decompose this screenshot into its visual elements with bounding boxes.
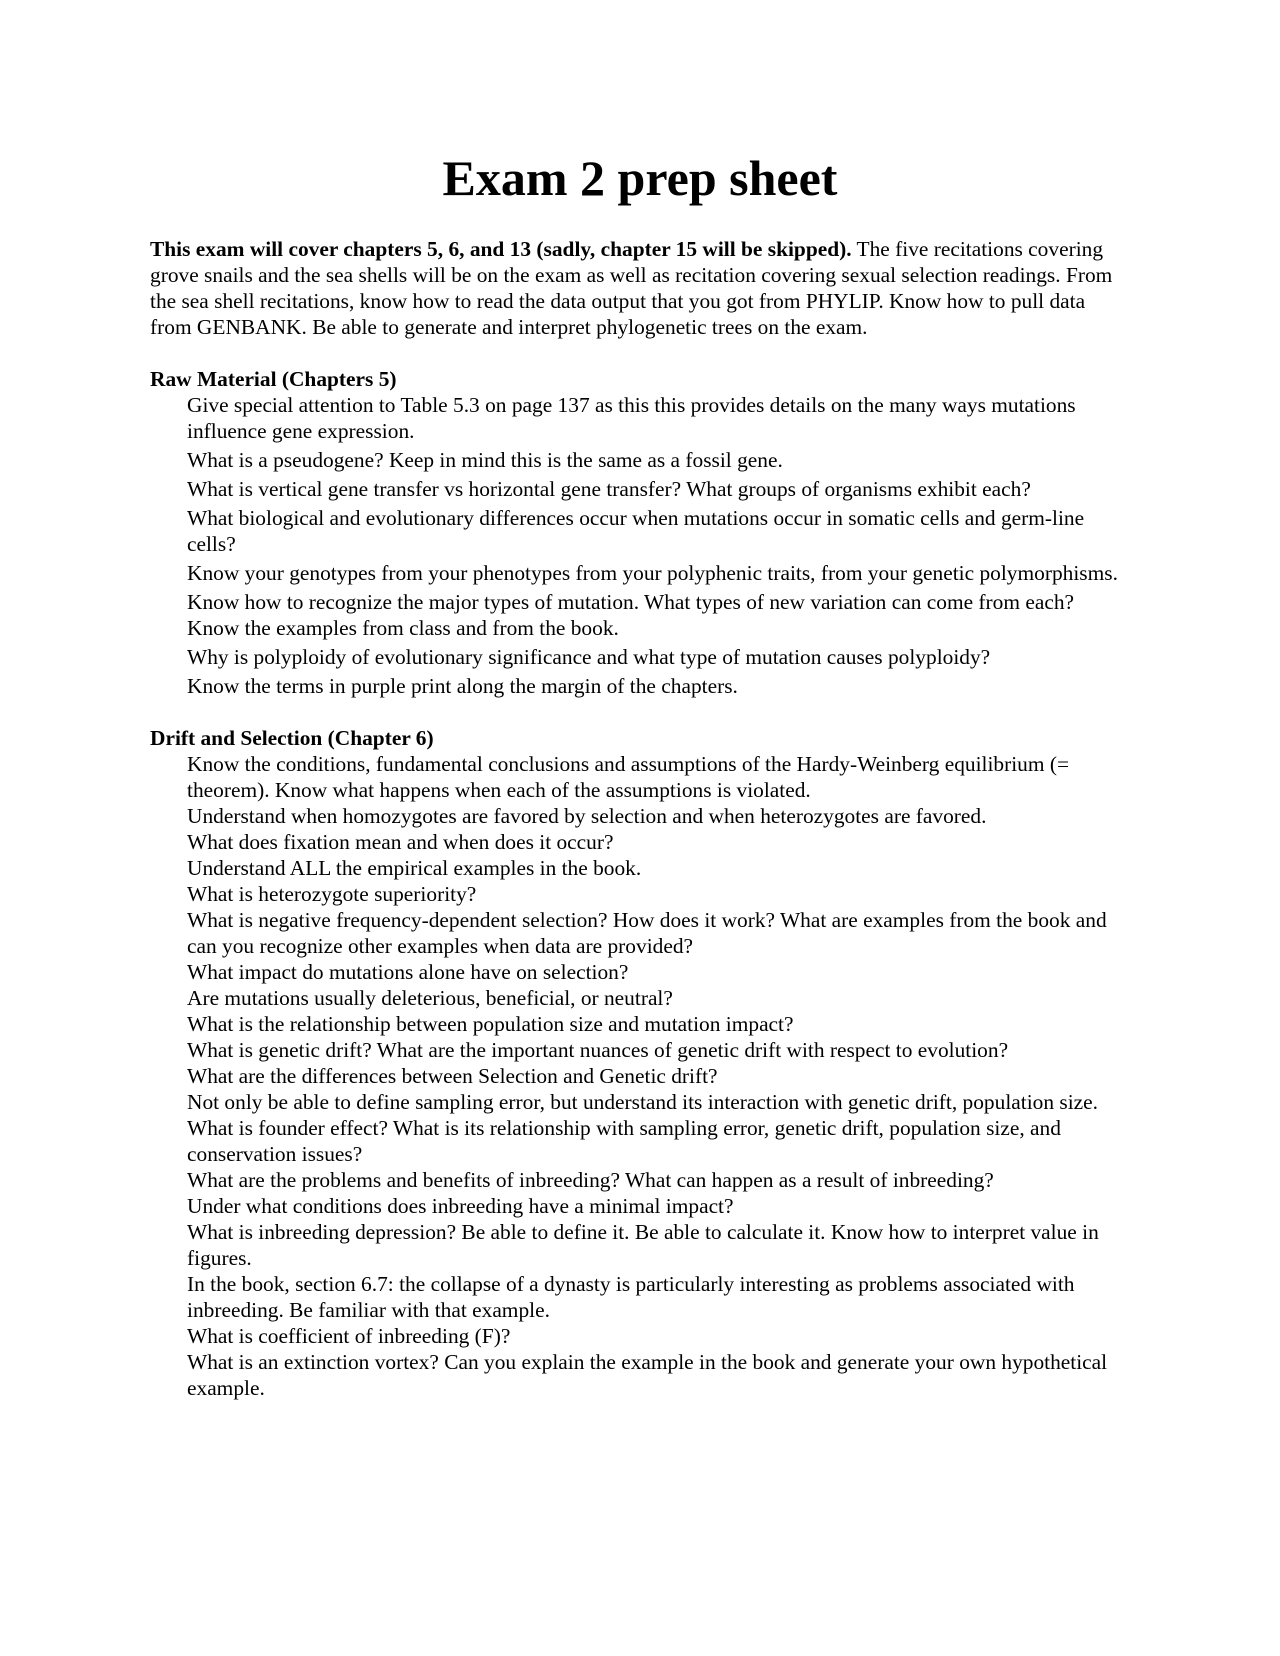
list-item: What is negative frequency-dependent selection? How does it work? What are examples from the book and can you recognize other examples when data are provided? <box>187 908 1107 958</box>
list-item: What is heterozygote superiority? <box>187 882 477 906</box>
list-item: What are the differences between Selection and Genetic drift? <box>187 1064 718 1088</box>
list-item: Not only be able to define sampling error, but understand its interaction with genetic drift, population size. <box>187 1090 1098 1114</box>
list-item: Know the terms in purple print along the margin of the chapters. <box>187 674 738 698</box>
list-item: In the book, section 6.7: the collapse of a dynasty is particularly interesting as problems associated with inbreeding. Be familiar with that example. <box>187 1272 1075 1322</box>
section-drift-selection <box>150 725 1125 1401</box>
list-item: What is coefficient of inbreeding (F)? <box>187 1324 511 1348</box>
section-heading: Raw Material (Chapters 5) <box>150 367 397 391</box>
list-item: What is vertical gene transfer vs horizontal gene transfer? What groups of organisms exhibit each? <box>187 477 1031 501</box>
list-item: Know your genotypes from your phenotypes from your polyphenic traits, from your genetic polymorphisms. <box>187 561 1118 585</box>
section-heading: Drift and Selection (Chapter 6) <box>150 726 434 750</box>
list-item: What does fixation mean and when does it occur? <box>187 830 614 854</box>
list-item: What are the problems and benefits of inbreeding? What can happen as a result of inbreeding? <box>187 1168 994 1192</box>
list-item: What impact do mutations alone have on selection? <box>187 960 629 984</box>
intro-bold-text: This exam will cover chapters 5, 6, and 13 (sadly, chapter 15 will be skipped). <box>150 237 852 261</box>
intro-paragraph <box>150 236 1125 340</box>
list-item: Know how to recognize the major types of mutation. What types of new variation can come from each? Know the examples from class and from the book. <box>187 590 1075 640</box>
list-item: Under what conditions does inbreeding have a minimal impact? <box>187 1194 734 1218</box>
list-item: Why is polyploidy of evolutionary significance and what type of mutation causes polyploidy? <box>187 645 991 669</box>
list-item: Understand when homozygotes are favored by selection and when heterozygotes are favored. <box>187 804 987 828</box>
list-item: What biological and evolutionary differences occur when mutations occur in somatic cells and germ-line cells? <box>187 506 1085 556</box>
list-item: Give special attention to Table 5.3 on page 137 as this this provides details on the many ways mutations influence gene expression. <box>187 393 1076 443</box>
list-item: What is founder effect? What is its relationship with sampling error, genetic drift, population size, and conservation issues? <box>187 1116 1061 1166</box>
intro-text: The five recitations covering grove snails and the sea shells will be on the exam as well as recitation covering sexual selection readings. From the sea shell recitations, know how to read the data output that you got from PHYLIP. Know how to pull data from GENBANK. Be able to generate and interpret phylogenetic trees on the exam. <box>150 237 1113 339</box>
list-item: Are mutations usually deleterious, beneficial, or neutral? <box>187 986 673 1010</box>
section-raw-material <box>150 366 1125 699</box>
question-list <box>150 751 1125 1401</box>
list-item: Understand ALL the empirical examples in the book. <box>187 856 642 880</box>
list-item: What is genetic drift? What are the important nuances of genetic drift with respect to evolution? <box>187 1038 1009 1062</box>
list-item: What is a pseudogene? Keep in mind this is the same as a fossil gene. <box>187 448 783 472</box>
list-item: What is the relationship between population size and mutation impact? <box>187 1012 794 1036</box>
page-title: Exam 2 prep sheet <box>442 150 838 206</box>
list-item: Know the conditions, fundamental conclusions and assumptions of the Hardy-Weinberg equilibrium (= theorem). Know what happens when each of the assumptions is violated. <box>187 752 1070 802</box>
document-body <box>150 236 1125 1401</box>
list-item: What is an extinction vortex? Can you explain the example in the book and generate your own hypothetical example. <box>187 1350 1108 1400</box>
question-list <box>150 392 1125 699</box>
list-item: What is inbreeding depression? Be able to define it. Be able to calculate it. Know how to interpret value in figures. <box>187 1220 1099 1270</box>
